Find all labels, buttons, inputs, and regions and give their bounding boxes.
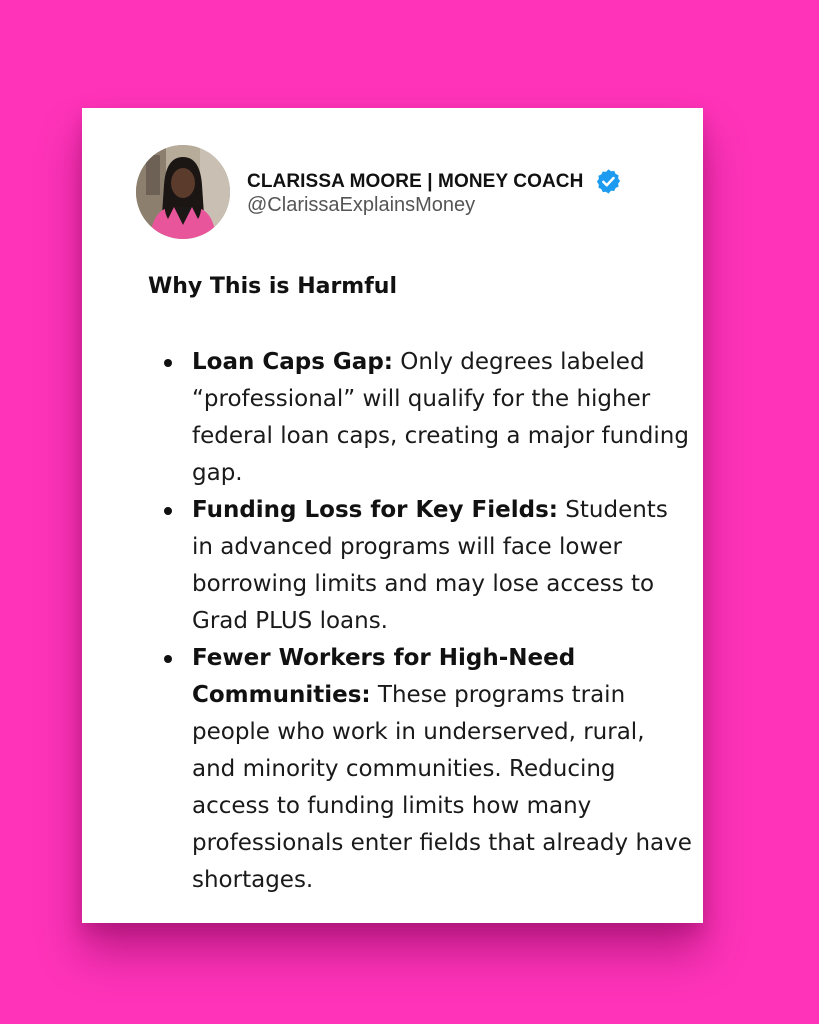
bullet-heading: Fewer Workers for High-Need Communities:: [192, 645, 576, 708]
bullet-heading: Funding Loss for Key Fields:: [192, 497, 558, 523]
profile-handle[interactable]: @ClarissaExplainsMoney: [247, 194, 476, 216]
list-item: [192, 492, 692, 640]
display-name[interactable]: CLARISSA MOORE | MONEY COACH: [247, 170, 584, 192]
bullet-heading: Loan Caps Gap:: [192, 349, 393, 375]
bullet-list: [192, 344, 692, 899]
list-item: [192, 344, 692, 492]
avatar[interactable]: [136, 145, 230, 239]
bullet-dot-icon: [164, 655, 172, 663]
bullet-text: Only degrees labeled “professional” will qualify for the higher federal loan caps, creating a major funding gap.: [192, 349, 689, 486]
list-item: [192, 640, 692, 899]
bullet-dot-icon: [164, 507, 172, 515]
profile-name-row: [247, 168, 622, 195]
bullet-text: These programs train people who work in underserved, rural, and minority communities. Reducing access to funding limits how many professionals enter fields that already have shortages.: [192, 682, 692, 893]
profile-photo: [136, 145, 230, 239]
verified-check-icon: [595, 168, 622, 195]
post-title: Why This is Harmful: [148, 274, 397, 299]
bullet-text: Students in advanced programs will face lower borrowing limits and may lose access to Grad PLUS loans.: [192, 497, 668, 634]
bullet-dot-icon: [164, 359, 172, 367]
post-card: [82, 108, 703, 923]
